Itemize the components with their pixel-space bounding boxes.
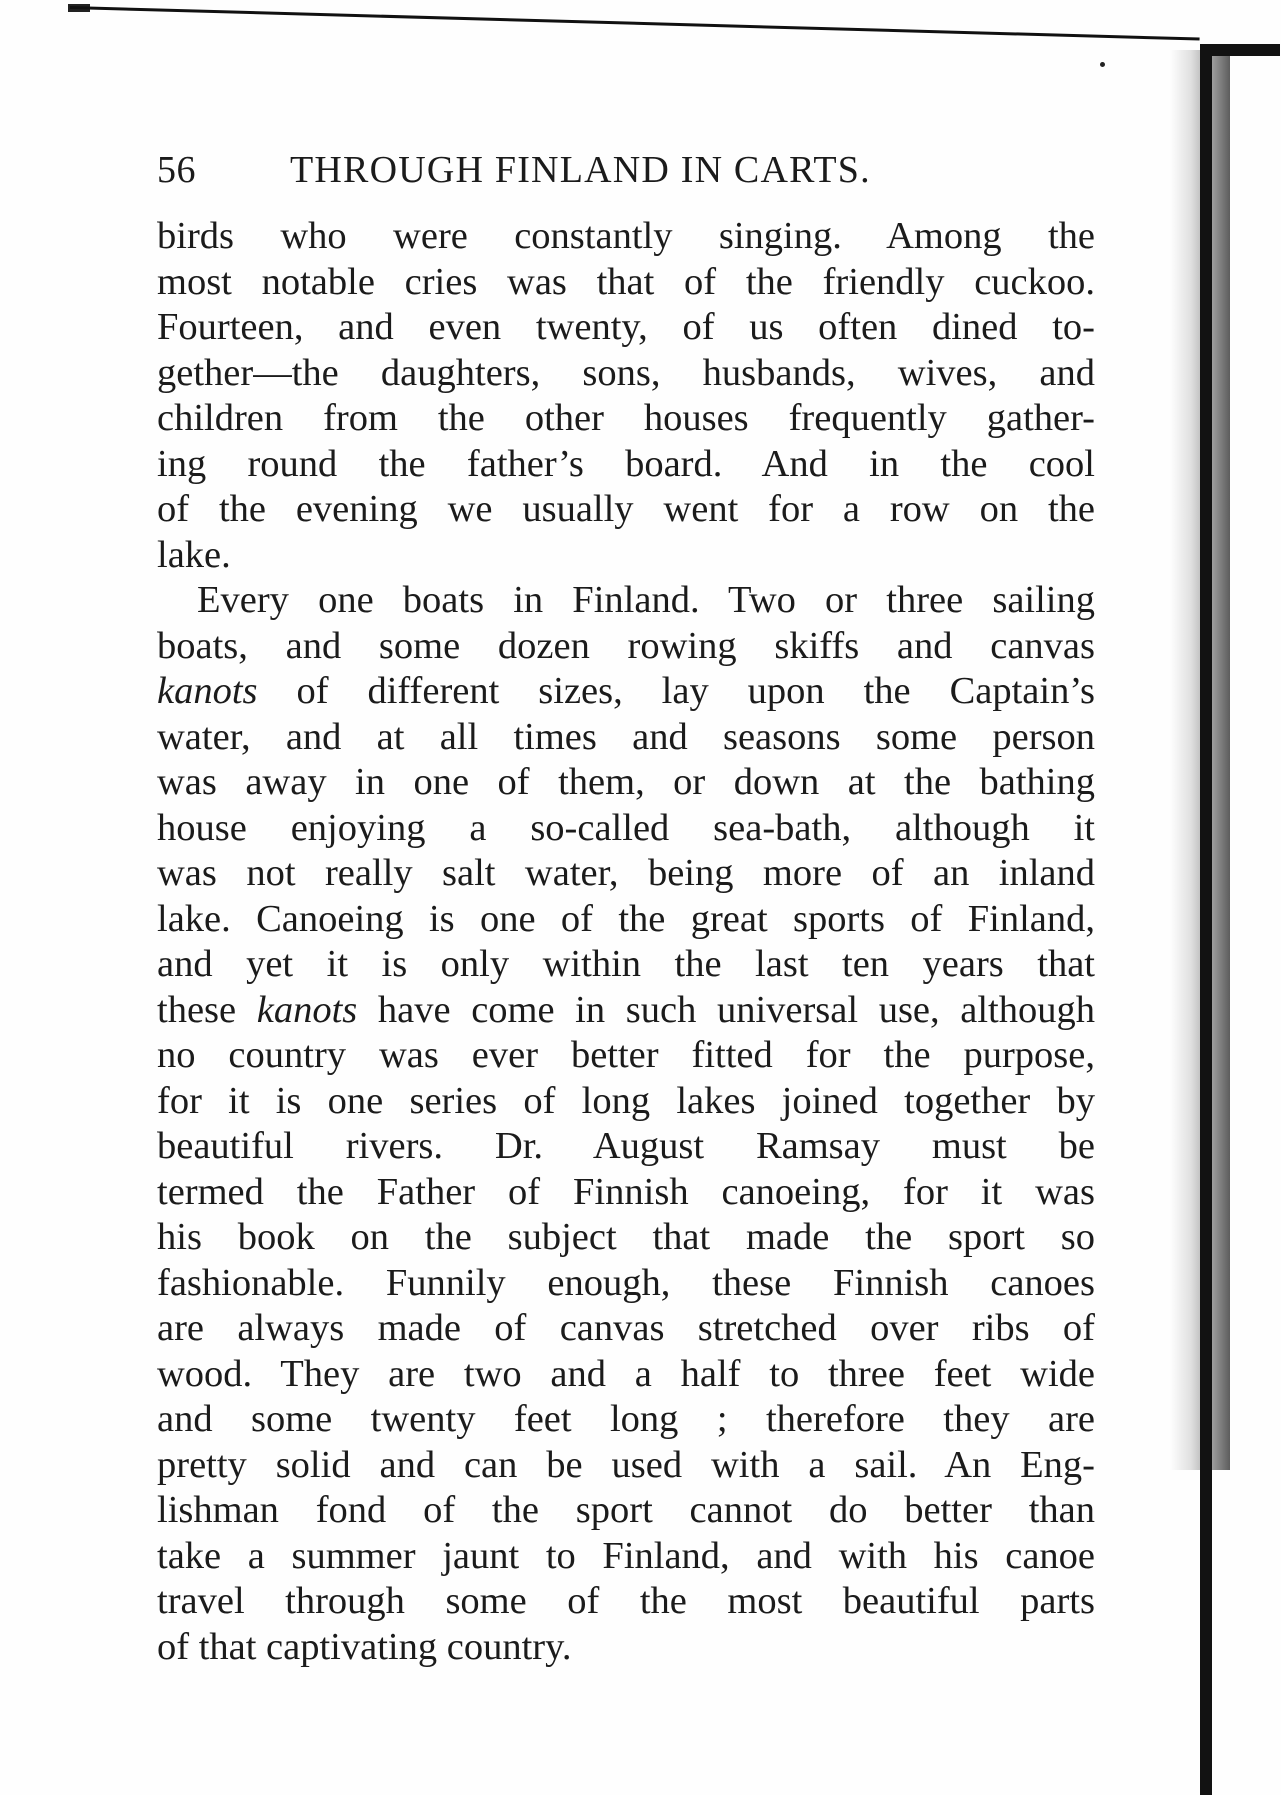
text-line: of that captivating country. <box>157 1625 572 1668</box>
text-line: lishman fond of the sport cannot do better than <box>157 1489 1095 1531</box>
text-line: birds who were constantly singing. Among the <box>157 215 1095 257</box>
text-line: and yet it is only within the last ten years that <box>157 943 1095 985</box>
italic-word: kanots <box>256 988 358 1031</box>
text-line: lake. <box>157 533 231 576</box>
text-line: wood. They are two and a half to three feet wide <box>157 1352 1095 1395</box>
body-text <box>157 214 1095 1670</box>
text-line <box>157 669 1095 715</box>
text-line: water, and at all times and seasons some person <box>157 715 1095 758</box>
scan-top-edge <box>70 6 1200 41</box>
text-line: of the evening we usually went for a row on the <box>157 488 1095 530</box>
italic-word: kanots <box>157 670 258 712</box>
text-line: are always made of canvas stretched over ribs of <box>157 1307 1095 1349</box>
text-line: and some twenty feet long ; therefore they are <box>157 1398 1095 1440</box>
text-line <box>157 988 1095 1034</box>
text-line: was away in one of them, or down at the bathing <box>157 761 1095 803</box>
text-line: beautiful rivers. Dr. August Ramsay must be <box>157 1125 1095 1167</box>
page-number: 56 <box>157 149 196 191</box>
text-line: Fourteen, and even twenty, of us often dined to- <box>157 306 1095 348</box>
text-fragment: have come in such universal use, although <box>357 988 1095 1031</box>
text-line: Every one boats in Finland. Two or three sailing <box>197 579 1095 621</box>
text-fragment: these <box>157 988 257 1031</box>
text-line: most notable cries was that of the friendly cuckoo. <box>157 260 1095 303</box>
text-line: gether—the daughters, sons, husbands, wives, and <box>157 351 1095 394</box>
text-line: for it is one series of long lakes joined together by <box>157 1079 1095 1122</box>
scan-speck <box>1100 62 1105 67</box>
text-line: ing round the father’s board. And in the cool <box>157 442 1095 485</box>
text-line: pretty solid and can be used with a sail. An Eng- <box>157 1443 1095 1486</box>
text-line: fashionable. Funnily enough, these Finnish canoes <box>157 1261 1095 1304</box>
text-fragment: of different sizes, lay upon the Captain’s <box>257 670 1095 712</box>
page-header <box>157 148 987 198</box>
text-line: lake. Canoeing is one of the great sports of Finland, <box>157 897 1095 940</box>
binding-edge-top <box>1200 44 1280 56</box>
text-line: was not really salt water, being more of an inland <box>157 852 1095 894</box>
text-line: termed the Father of Finnish canoeing, for it was <box>157 1170 1095 1213</box>
text-line: travel through some of the most beautiful parts <box>157 1580 1095 1622</box>
text-line: children from the other houses frequently gather- <box>157 397 1095 439</box>
text-line: no country was ever better fitted for the purpose, <box>157 1034 1095 1076</box>
text-line: take a summer jaunt to Finland, and with his canoe <box>157 1534 1095 1577</box>
text-line: house enjoying a so-called sea-bath, although it <box>157 806 1095 849</box>
binding-edge <box>1200 50 1212 1795</box>
running-title: THROUGH FINLAND IN CARTS. <box>290 149 871 191</box>
text-line: his book on the subject that made the sport so <box>157 1216 1095 1258</box>
text-line: boats, and some dozen rowing skiffs and canvas <box>157 624 1095 667</box>
